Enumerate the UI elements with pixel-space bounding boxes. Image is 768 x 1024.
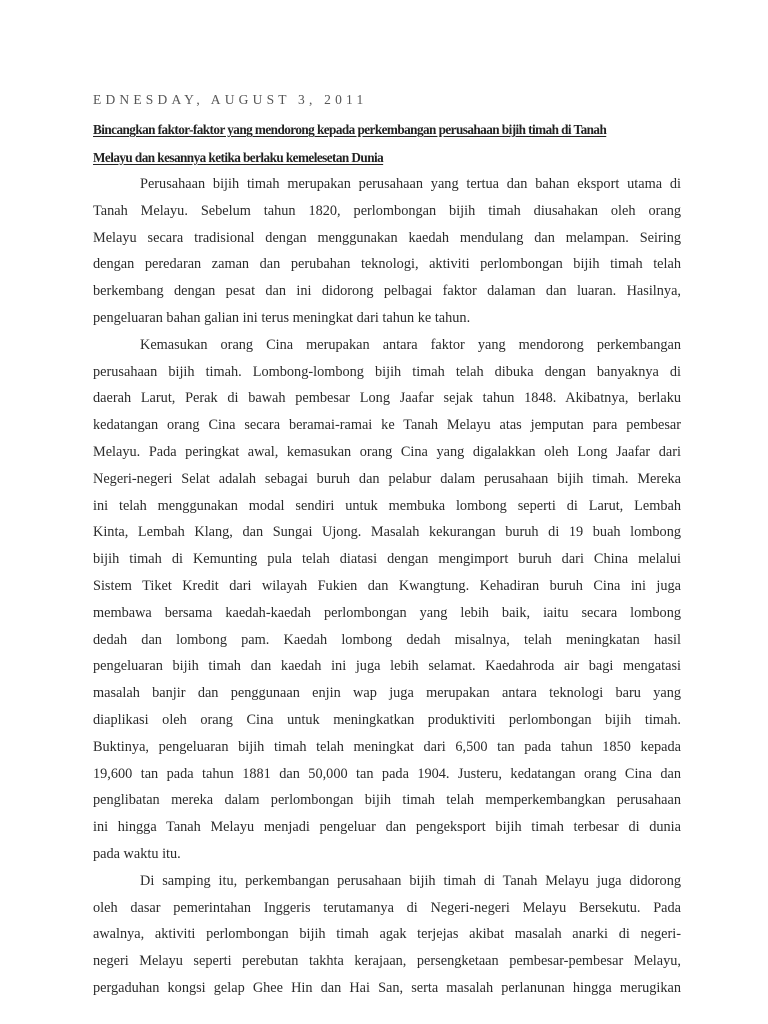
paragraph-line: pergaduhan kongsi gelap Ghee Hin dan Hai San, serta masalah perlanunan hingga merugikan — [93, 979, 681, 996]
paragraph-line: berkembang dengan pesat dan ini didorong pelbagai faktor dalaman dan luaran. Hasilnya, — [93, 283, 681, 300]
paragraph-line: awalnya, aktiviti perlombongan bijih timah agak terjejas akibat masalah anarki di negeri- — [93, 926, 681, 943]
article-body — [93, 171, 681, 1002]
paragraph-line: Kinta, Lembah Klang, dan Sungai Ujong. Masalah kekurangan buruh di 19 buah lombong — [93, 524, 681, 541]
title-line: Bincangkan faktor-faktor yang mendorong kepada perkembangan perusahaan bijih timah di Tanah — [93, 122, 607, 137]
paragraph-line: Melayu secara tradisional dengan menggunakan kaedah mendulang dan melampan. Seiring — [93, 229, 681, 246]
paragraph-line: Negeri-negeri Selat adalah sebagai buruh dan pelabur dalam perusahaan bijih timah. Mereka — [93, 470, 681, 487]
paragraph — [93, 868, 681, 1002]
paragraph-line: pada waktu itu. — [93, 845, 181, 862]
paragraph-line: dedah dan lombong pam. Kaedah lombong dedah misalnya, telah meningkatan hasil — [93, 631, 681, 648]
paragraph-line: perusahaan bijih timah. Lombong-lombong bijih timah telah dibuka dengan banyaknya di — [93, 363, 681, 380]
paragraph-line: Buktinya, pengeluaran bijih timah telah meningkat dari 6,500 tan pada tahun 1850 kepada — [93, 738, 681, 755]
paragraph-line: ini telah menggunakan modal sendiri untuk membuka lombong seperti di Larut, Lembah — [93, 497, 681, 514]
paragraph-line: Melayu. Pada peringkat awal, kemasukan orang Cina yang digalakkan oleh Long Jaafar dari — [93, 443, 681, 460]
article-title — [93, 116, 683, 171]
paragraph-line: dengan peredaran zaman dan perubahan teknologi, aktiviti perlombongan bijih timah telah — [93, 256, 681, 273]
paragraph-line: penglibatan mereka dalam perlombongan bijih timah telah memperkembangkan perusahaan — [93, 792, 681, 809]
paragraph-line: 19,600 tan pada tahun 1881 dan 50,000 tan pada 1904. Justeru, kedatangan orang Cina dan — [93, 765, 681, 782]
paragraph-line: oleh dasar pemerintahan Inggeris terutamanya di Negeri-negeri Melayu Bersekutu. Pada — [93, 899, 681, 916]
paragraph-line: Di samping itu, perkembangan perusahaan bijih timah di Tanah Melayu juga didorong — [140, 872, 681, 889]
paragraph — [93, 171, 681, 332]
paragraph-line: bijih timah di Kemunting pula telah diatasi dengan mengimport buruh dari China melalui — [93, 551, 681, 568]
post-date: EDNESDAY, AUGUST 3, 2011 — [93, 92, 368, 107]
paragraph-line: negeri Melayu seperti perebutan takhta kerajaan, persengketaan pembesar-pembesar Melayu, — [93, 953, 681, 970]
paragraph-line: membawa bersama kaedah-kaedah perlombongan yang lebih baik, iaitu secara lombong — [93, 604, 681, 621]
title-line: Melayu dan kesannya ketika berlaku kemelesetan Dunia — [93, 149, 384, 165]
paragraph-line: masalah banjir dan penggunaan enjin wap juga merupakan antara teknologi baru yang — [93, 685, 681, 702]
paragraph-line: ini hingga Tanah Melayu menjadi pengeluar dan pengeksport bijih timah terbesar di dunia — [93, 819, 681, 836]
paragraph-line: pengeluaran bahan galian ini terus meningkat dari tahun ke tahun. — [93, 309, 471, 326]
paragraph — [93, 332, 681, 868]
paragraph-line: Sistem Tiket Kredit dari wilayah Fukien dan Kwangtung. Kehadiran buruh Cina ini juga — [93, 577, 681, 594]
paragraph-line: pengeluaran bijih timah dan kaedah ini juga lebih selamat. Kaedahroda air bagi mengatasi — [93, 658, 681, 675]
paragraph-line: daerah Larut, Perak di bawah pembesar Long Jaafar sejak tahun 1848. Akibatnya, berlaku — [93, 390, 681, 407]
paragraph-line: kedatangan orang Cina secara beramai-ramai ke Tanah Melayu atas jemputan para pembesar — [93, 417, 681, 434]
paragraph-line: Perusahaan bijih timah merupakan perusahaan yang tertua dan bahan eksport utama di — [140, 176, 681, 192]
paragraph-line: Tanah Melayu. Sebelum tahun 1820, perlombongan bijih timah diusahakan oleh orang — [93, 202, 681, 219]
paragraph-line: diaplikasi oleh orang Cina untuk meningkatkan produktiviti perlombongan bijih timah. — [93, 711, 681, 728]
paragraph-line: Kemasukan orang Cina merupakan antara faktor yang mendorong perkembangan — [140, 336, 681, 353]
